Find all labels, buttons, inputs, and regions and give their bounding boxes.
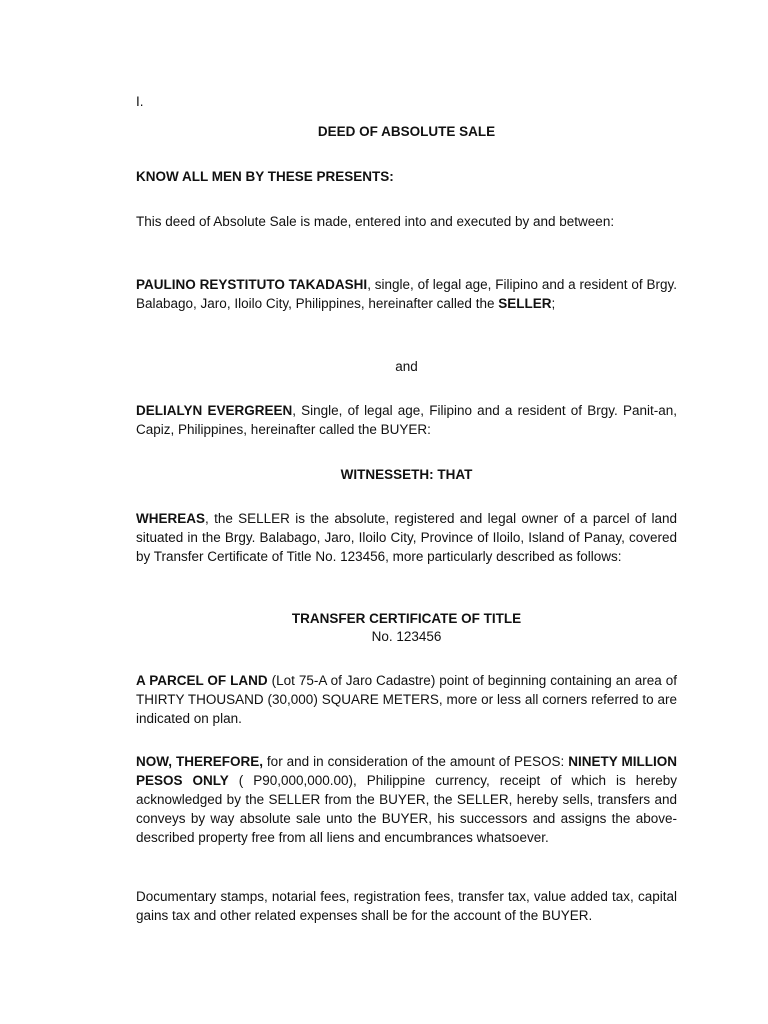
- seller-description: , single, of legal age, Filipino and a resident of Brgy. Balabago, Jaro, Iloilo City, Philippines, hereinafter called the: [136, 277, 677, 311]
- deed-title: DEED OF ABSOLUTE SALE: [317, 124, 496, 139]
- now-therefore-lead: NOW, THEREFORE,: [136, 754, 263, 769]
- parcel-lead: A PARCEL OF LAND: [136, 673, 268, 688]
- tct-number: No. 123456: [371, 629, 442, 644]
- seller-role: SELLER: [498, 296, 552, 311]
- intro-paragraph: This deed of Absolute Sale is made, entered into and executed by and between:: [136, 214, 615, 229]
- parcel-paragraph: [136, 671, 677, 728]
- now-therefore-body1: for and in consideration of the amount of PESOS:: [262, 754, 569, 769]
- amount-in-words: NINETY MILLION PESOS ONLY: [136, 754, 677, 788]
- whereas-paragraph: [136, 509, 677, 566]
- seller-name: PAULINO REYSTITUTO TAKADASHI: [136, 277, 368, 292]
- seller-paragraph: [136, 275, 677, 313]
- preamble: KNOW ALL MEN BY THESE PRESENTS:: [136, 169, 394, 184]
- buyer-name: DELIALYN EVERGREEN: [136, 403, 293, 418]
- expenses-paragraph: Documentary stamps, notarial fees, registration fees, transfer tax, value added tax, capital gains tax and other related expenses shall be for the account of the BUYER.: [136, 889, 677, 923]
- whereas-body: , the SELLER is the absolute, registered and legal owner of a parcel of land situated in the Brgy. Balabago, Jaro, Iloilo City, Province of Iloilo, Island of Panay, covered by Transfer Certificate of Title No. 123456, more particularly described as follows:: [136, 511, 677, 564]
- witnesseth-heading: WITNESSETH: THAT: [340, 467, 473, 482]
- seller-end: ;: [551, 296, 556, 311]
- buyer-paragraph: [136, 401, 677, 439]
- buyer-description: , Single, of legal age, Filipino and a resident of Brgy. Panit-an, Capiz, Philippines, hereinafter called the BUYER:: [136, 403, 677, 437]
- now-therefore-body2: ( P90,000,000.00), Philippine currency, receipt of which is hereby acknowledged by the SELLER from the BUYER, the SELLER, hereby sells, transfers and conveys by way absolute sale unto the BUYER, his successors and assigns the above-described property free from all liens and encumbrances whatsoever.: [136, 773, 678, 845]
- parcel-body: (Lot 75-A of Jaro Cadastre) point of beginning containing an area of THIRTY THOUSAND (30,000) SQUARE METERS, more or less all corners referred to are indicated on plan.: [136, 673, 677, 726]
- section-numeral: I.: [136, 94, 144, 109]
- now-therefore-paragraph: [136, 752, 677, 847]
- conjunction: and: [395, 359, 418, 374]
- whereas-lead: WHEREAS: [136, 511, 206, 526]
- tct-heading: TRANSFER CERTIFICATE OF TITLE: [291, 611, 522, 626]
